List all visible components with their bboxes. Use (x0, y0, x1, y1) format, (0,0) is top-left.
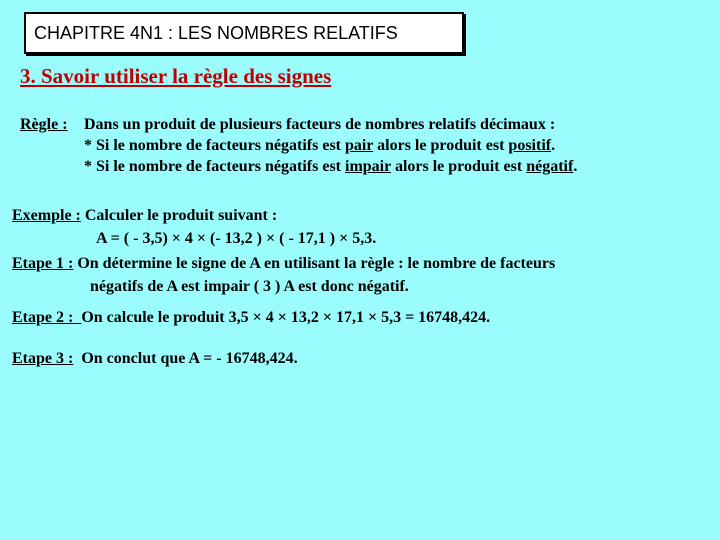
example-line (12, 207, 277, 225)
step-2-text: On calcule le produit 3,5 × 4 × 13,2 × 17,1 × 5,3 = 16748,424. (81, 309, 491, 326)
rule-line-2-end: . (551, 137, 556, 154)
step-3-line (12, 350, 298, 368)
word-positif: positif (508, 137, 552, 154)
rule-line-2-middle: alors le produit est (373, 137, 509, 154)
step-2-label: Etape 2 : (12, 309, 82, 326)
step-3-label: Etape 3 : (12, 350, 74, 367)
rule-line-2 (84, 137, 555, 155)
section-heading: 3. Savoir utiliser la règle des signes (20, 64, 332, 88)
rule-line-1: Dans un produit de plusieurs facteurs de nombres relatifs décimaux : (84, 116, 556, 133)
rule-line-3-start: * Si le nombre de facteurs négatifs est (84, 158, 345, 175)
step-1-continuation: négatifs de A est impair ( 3 ) A est donc négatif. (90, 278, 409, 295)
word-negatif: négatif (526, 158, 574, 175)
word-impair: impair (345, 158, 391, 175)
step-3-text: On conclut que A = - 16748,424. (73, 350, 298, 367)
step-1-label: Etape 1 : (12, 255, 74, 272)
step-1-line (12, 255, 555, 273)
example-text: Calculer le produit suivant : (80, 207, 278, 224)
example-expression: A = ( - 3,5) × 4 × (- 13,2 ) × ( - 17,1 ) × 5,3. (96, 230, 377, 247)
step-1-text: On détermine le signe de A en utilisant la règle : le nombre de facteurs (73, 255, 556, 272)
example-label: Exemple : (12, 207, 81, 224)
rule-label: Règle : (20, 116, 68, 133)
rule-line-3-middle: alors le produit est (390, 158, 527, 175)
rule-line-3-end: . (573, 158, 578, 175)
step-2-line (12, 309, 490, 327)
chapter-title: CHAPITRE 4N1 : LES NOMBRES RELATIFS (34, 23, 398, 43)
chapter-title-box (24, 12, 464, 54)
rule-line-3 (84, 158, 577, 176)
rule-line-2-start: * Si le nombre de facteurs négatifs est (84, 137, 345, 154)
word-pair: pair (345, 137, 374, 154)
